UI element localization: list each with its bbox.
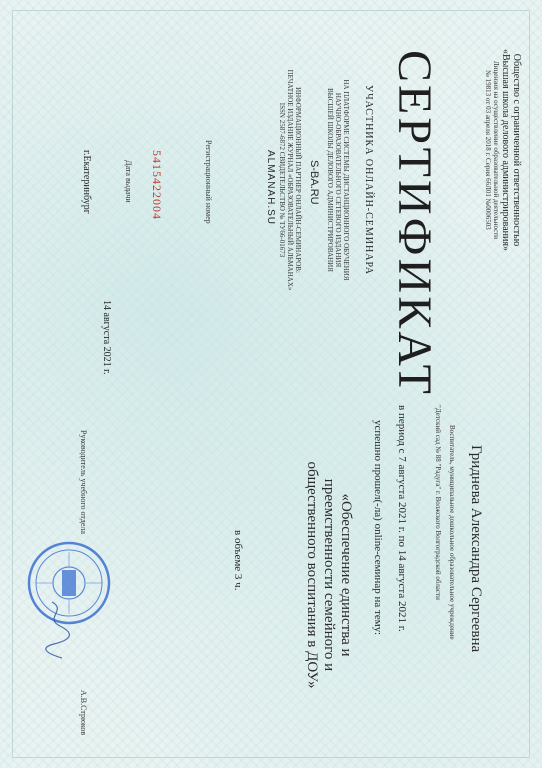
platform-line2: НАУЧНО-ОБРАЗОВАТЕЛЬНОГО СЕТЕВОГО ИЗДАНИЯ — [334, 92, 342, 268]
signature-scribble-icon — [42, 600, 72, 660]
certificate-title: СЕРТИФИКАТ — [388, 50, 441, 397]
license-line2: № 19813 от 03 апреля 2018 г. Серия 66Л01 №0006503 — [484, 70, 492, 230]
partner-line1: ИНФОРМАЦИОННЫЙ ПАРТНЕР ОНЛАЙН-СЕМИНАРОВ: — [294, 87, 302, 273]
platform-line3: ВЫСШЕЙ ШКОЛЫ ДЕЛОВОГО АДМИНИСТРИРОВАНИЯ — [326, 88, 334, 272]
signature-name: А.В.Стрюков — [79, 690, 88, 736]
partner-block — [278, 55, 302, 305]
topic-line2: преемственности семейного и — [321, 478, 337, 672]
topic-line1: «Обеспечение единства и — [338, 493, 354, 657]
recipient-name: Гриднева Александра Сергеевна — [468, 445, 484, 653]
city: г.Екатеринбург — [81, 150, 92, 214]
seminar-topic — [303, 425, 354, 725]
license-line1: Лицензия на осуществление образовательной деятельности — [492, 60, 500, 240]
partner-line2: ПЕЧАТНОЕ ИЗДАНИЕ ЖУРНАЛ «ОБРАЗОВАТЕЛЬНЫЙ АЛЬМАНАХ» — [286, 69, 294, 291]
signature-role: Руководитель учебного отдела — [79, 430, 88, 534]
certificate-subtitle: УЧАСТНИКА ОНЛАЙН-СЕМИНАРА — [363, 85, 374, 275]
issue-date-label: Дата выдачи — [124, 160, 133, 203]
issue-date: 14 августа 2021 г. — [101, 300, 112, 375]
topic-line3: общественного воспитания в ДОУ» — [304, 461, 320, 689]
almanah-site: ALMANAH.SU — [265, 150, 276, 226]
org-line1: Общество с ограниченной ответственностью — [511, 53, 522, 247]
seminar-period: в период с 7 августа 2021 г. по 14 августа 2021 г. — [396, 405, 408, 632]
org-header — [484, 30, 522, 270]
registration-label: Регистрационный номер — [204, 140, 213, 224]
org-line2: «Высшая школа делового администрирования» — [500, 49, 511, 251]
recipient-institution: "Детский сад № 88 "Радуга" г. Волжского Волгоградской области — [434, 405, 442, 600]
platform-line1: НА ПЛАТФОРМЕ СИСТЕМЫ ДИСТАНЦИОННОГО ОБУЧЕНИЯ — [342, 79, 350, 281]
completion-text: успешно прошел(-ла) online-семинар на тему: — [372, 420, 384, 636]
registration-number: 5415422004 — [150, 150, 164, 220]
platform-block — [326, 65, 350, 295]
site-url: S-BA.RU — [308, 160, 320, 205]
partner-line3: ISSN 2587-6872 СВИДЕТЕЛЬСТВО № ТУ66-01673 — [278, 102, 286, 258]
recipient-position: Воспитатель, муниципальное дошкольное образовательное учреждение — [448, 425, 456, 640]
seminar-volume: в объеме 3 ч. — [232, 530, 244, 591]
